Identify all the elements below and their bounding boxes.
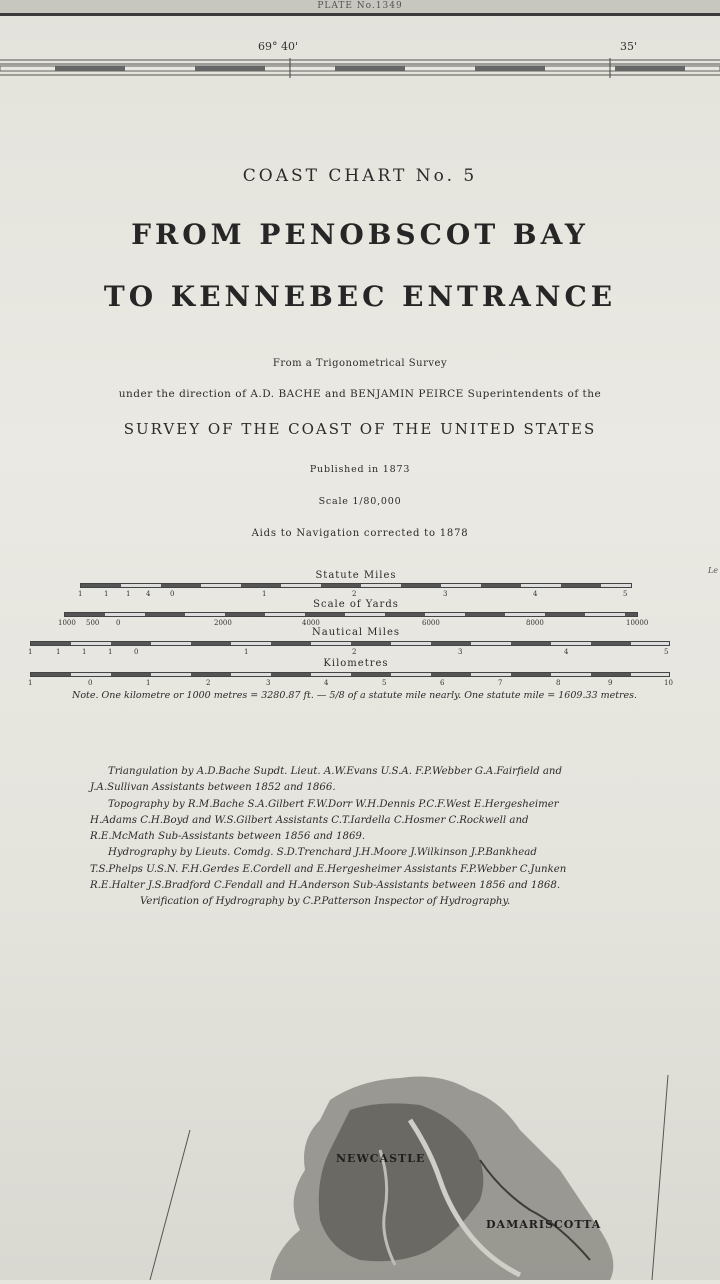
scale-tick-label: 1000 [58, 619, 76, 627]
scale-tick-label: 3 [458, 648, 463, 656]
published-date: Published in 1873 [309, 464, 411, 475]
scale-tick-label: 10 [664, 679, 673, 687]
statute-miles-label: Statute Miles [315, 570, 397, 581]
scale-tick-label: 8 [556, 679, 561, 687]
credit-hydrography-cont: T.S.Phelps U.S.N. F.H.Gerdes E.Cordell and E.Hergesheimer Assistants F.P.Webber C.Junken [90, 863, 567, 875]
survey-name: SURVEY OF THE COAST OF THE UNITED STATES [123, 420, 597, 438]
scale-tick-label: 1 [146, 679, 151, 687]
scale-tick-label: 1 [244, 648, 249, 656]
credit-topography: Topography by R.M.Bache S.A.Gilbert F.W.Dorr W.H.Dennis P.C.F.West E.Hergesheimer [108, 798, 559, 810]
credit-topography-cont: H.Adams C.H.Boyd and W.S.Gilbert Assistants C.T.Iardella C.Hosmer C.Rockwell and [90, 814, 529, 826]
scale-tick-label: 9 [608, 679, 613, 687]
scale-tick-label: 4 [533, 590, 538, 598]
top-rule [0, 13, 720, 16]
longitude-label-left: 69° 40' [258, 40, 299, 53]
scale-tick-label: 3 [266, 679, 271, 687]
scale-tick-label: 1 [262, 590, 267, 598]
scale-tick-label: 4000 [302, 619, 320, 627]
yards-bar [64, 612, 638, 617]
scale-tick-label: 10000 [626, 619, 649, 627]
scale-tick-label: 2 [206, 679, 211, 687]
credit-topography-cont2: R.E.McMath Sub-Assistants between 1856 and 1869. [90, 831, 366, 843]
longitude-label-right: 35' [620, 40, 638, 53]
scale-tick-label: 0 [170, 590, 175, 598]
scale-tick-label: 6000 [422, 619, 440, 627]
scale-tick-label: 6 [440, 679, 445, 687]
scale-tick-label: 1 [28, 679, 33, 687]
scale-tick-label: 0 [116, 619, 121, 627]
scale-tick-label: 1 [82, 648, 87, 656]
nautical-miles-label: Nautical Miles [312, 627, 400, 638]
scale-tick-label: 1 [104, 590, 109, 598]
source-line: From a Trigonometrical Survey [272, 358, 448, 369]
scale-tick-label: 1 [56, 648, 61, 656]
nautical-miles-bar [30, 641, 670, 646]
scale-tick-label: 500 [86, 619, 100, 627]
plate-number: PLATE No.1349 [317, 1, 403, 11]
edge-text: Le [707, 566, 718, 575]
place-newcastle: NEWCASTLE [336, 1152, 426, 1165]
chart-title-line1: FROM PENOBSCOT BAY [131, 218, 589, 251]
scale-tick-label: 8000 [526, 619, 544, 627]
chart-title-line2: TO KENNEBEC ENTRANCE [103, 280, 617, 313]
scale-tick-label: 5 [664, 648, 669, 656]
scale-tick-label: 2 [352, 590, 357, 598]
scale-tick-label: 3 [443, 590, 448, 598]
yards-label: Scale of Yards [313, 599, 399, 610]
scale-tick-label: 5 [623, 590, 628, 598]
chart-number: COAST CHART No. 5 [242, 166, 478, 186]
graduated-border [0, 58, 720, 80]
scale-tick-label: 1 [126, 590, 131, 598]
map-terrain [0, 1060, 720, 1280]
credit-triangulation: Triangulation by A.D.Bache Supdt. Lieut. A.W.Evans U.S.A. F.P.Webber G.A.Fairfield and [108, 766, 563, 777]
credit-verification: Verification of Hydrography by C.P.Patterson Inspector of Hydrography. [140, 896, 511, 908]
place-damariscotta: DAMARISCOTTA [486, 1218, 602, 1231]
credit-hydrography: Hydrography by Lieuts. Comdg. S.D.Trenchard J.H.Moore J.Wilkinson J.P.Bankhead [108, 847, 537, 859]
scale-tick-label: 7 [498, 679, 503, 687]
credit-hydrography-cont2: R.E.Halter J.S.Bradford C.Fendall and H.Anderson Sub-Assistants between 1856 and 1868. [90, 880, 561, 892]
scale-tick-label: 2000 [214, 619, 232, 627]
map-inset [0, 1060, 720, 1280]
scale-tick-label: 1 [28, 648, 33, 656]
conversion-note: Note. One kilometre or 1000 metres = 3280.87 ft. — 5/8 of a statute mile nearly. One statute mile = 1609.33 metres. [72, 690, 638, 701]
statute-miles-bar [80, 583, 632, 588]
scale-tick-label: 1 [108, 648, 113, 656]
scale-tick-label: 0 [88, 679, 93, 687]
direction-line: under the direction of A.D. BACHE and BENJAMIN PEIRCE Superintendents of the [118, 388, 602, 400]
credit-triangulation-cont: J.A.Sullivan Assistants between 1852 and 1866. [90, 782, 336, 794]
scale-tick-label: 4 [564, 648, 569, 656]
scale-tick-label: 5 [382, 679, 387, 687]
kilometres-bar [30, 672, 670, 677]
aids-correction: Aids to Navigation corrected to 1878 [251, 528, 469, 539]
scale-tick-label: 4 [324, 679, 329, 687]
scale-tick-label: 4 [146, 590, 151, 598]
scale-tick-label: 1 [78, 590, 83, 598]
scale-ratio: Scale 1/80,000 [318, 496, 402, 507]
scale-tick-label: 0 [134, 648, 139, 656]
credits-block [90, 764, 630, 911]
kilometres-label: Kilometres [323, 658, 389, 669]
scale-tick-label: 2 [352, 648, 357, 656]
